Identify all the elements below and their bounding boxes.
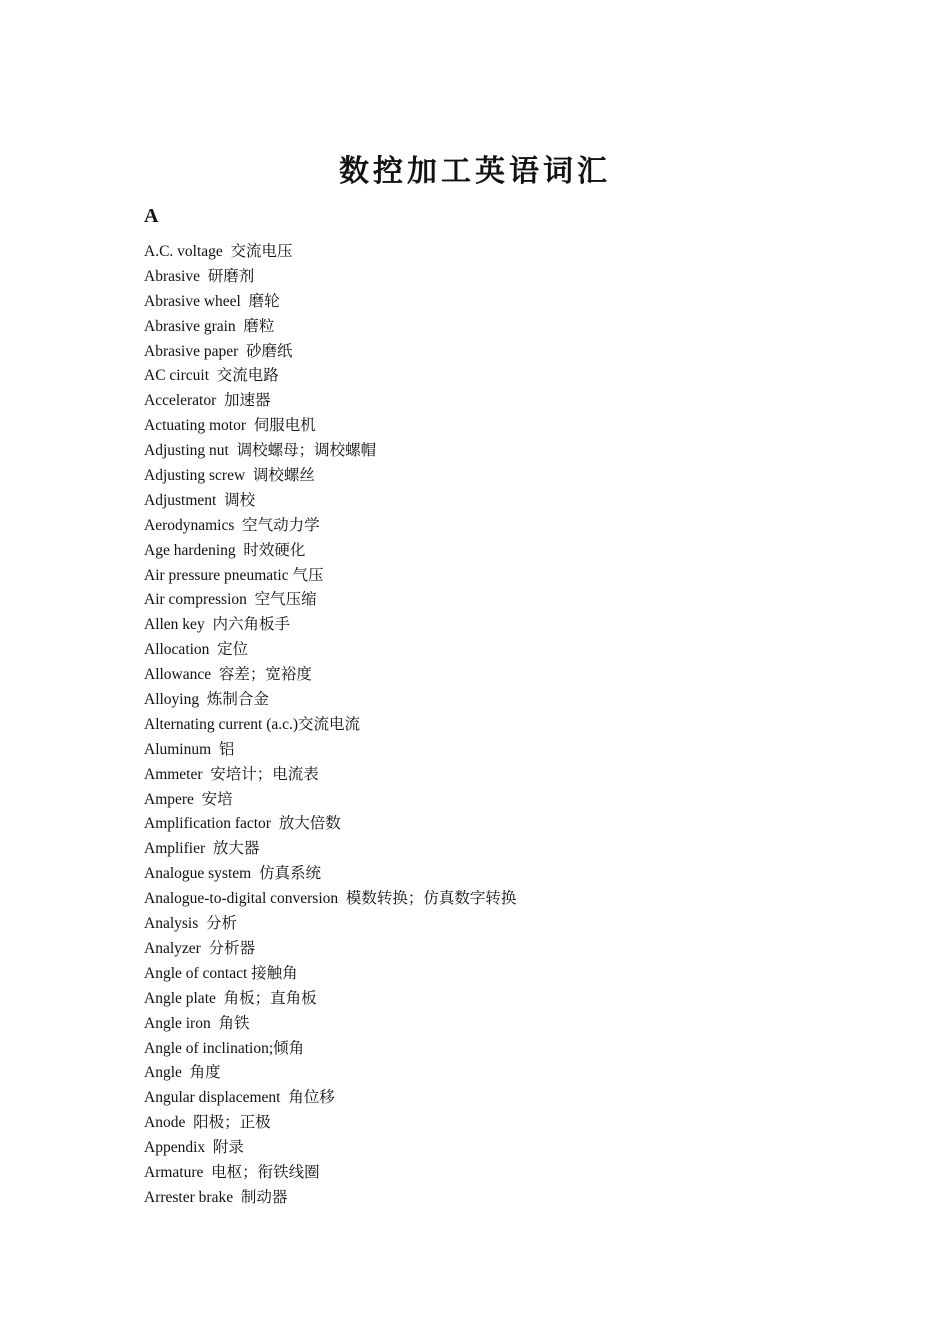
glossary-entry: Amplification factor 放大倍数 — [144, 815, 341, 833]
glossary-entry: A.C. voltage 交流电压 — [144, 243, 293, 260]
glossary-entry: Adjustment 调校 — [144, 491, 256, 509]
glossary-entry: Alternating current (a.c.)交流电流 — [144, 715, 361, 733]
glossary-entry: Analogue-to-digital conversion 模数转换；仿真数字转换 — [144, 890, 517, 908]
glossary-entry: Air compression 空气压缩 — [144, 591, 317, 609]
glossary-entry: Angle of contact 接触角 — [144, 964, 298, 982]
glossary-entry: Angle 角度 — [144, 1064, 221, 1082]
glossary-entry: Abrasive 研磨剂 — [144, 267, 255, 285]
glossary-entry: Actuating motor 伺服电机 — [144, 417, 316, 435]
glossary-entry: Analyzer 分析器 — [144, 939, 256, 957]
glossary-entry: Adjusting nut 调校螺母；调校螺帽 — [144, 442, 377, 460]
glossary-entry: AC circuit 交流电路 — [144, 367, 279, 385]
glossary-entry: Accelerator 加速器 — [144, 392, 271, 410]
glossary-entry: Abrasive wheel 磨轮 — [144, 292, 280, 310]
glossary-entry: Angle of inclination;倾角 — [144, 1039, 305, 1057]
glossary-entry: Abrasive grain 磨粒 — [144, 317, 275, 335]
glossary-entry: Allen key 内六角板手 — [144, 616, 290, 634]
glossary-entry: Angular displacement 角位移 — [144, 1089, 335, 1107]
glossary-entry: Abrasive paper 砂磨纸 — [144, 342, 293, 360]
section-heading: A — [144, 205, 159, 227]
glossary-entry: Angle iron 角铁 — [144, 1014, 250, 1032]
glossary-entry: Adjusting screw 调校螺丝 — [144, 467, 315, 485]
glossary-list — [144, 240, 516, 1211]
glossary-entry: Ammeter 安培计；电流表 — [144, 765, 319, 783]
glossary-entry: Appendix 附录 — [144, 1139, 244, 1157]
glossary-entry: Analogue system 仿真系统 — [144, 865, 321, 883]
glossary-entry: Allocation 定位 — [144, 641, 249, 659]
glossary-entry: Analysis 分析 — [144, 915, 238, 933]
glossary-entry: Anode 阳极；正极 — [144, 1114, 271, 1132]
glossary-entry: Amplifier 放大器 — [144, 840, 260, 858]
glossary-entry: Angle plate 角板；直角板 — [144, 989, 317, 1007]
page-title: 数控加工英语词汇 — [339, 154, 611, 190]
glossary-entry: Aluminum 铝 — [144, 740, 235, 758]
glossary-entry: Ampere 安培 — [144, 790, 233, 808]
glossary-entry: Air pressure pneumatic 气压 — [144, 566, 324, 584]
glossary-entry: Aerodynamics 空气动力学 — [144, 516, 320, 534]
glossary-entry: Arrester brake 制动器 — [144, 1188, 288, 1206]
glossary-entry: Age hardening 时效硬化 — [144, 541, 306, 559]
glossary-entry: Alloying 炼制合金 — [144, 691, 269, 709]
glossary-entry: Armature 电枢；衔铁线圈 — [144, 1163, 320, 1181]
glossary-entry: Allowance 容差；宽裕度 — [144, 666, 312, 684]
